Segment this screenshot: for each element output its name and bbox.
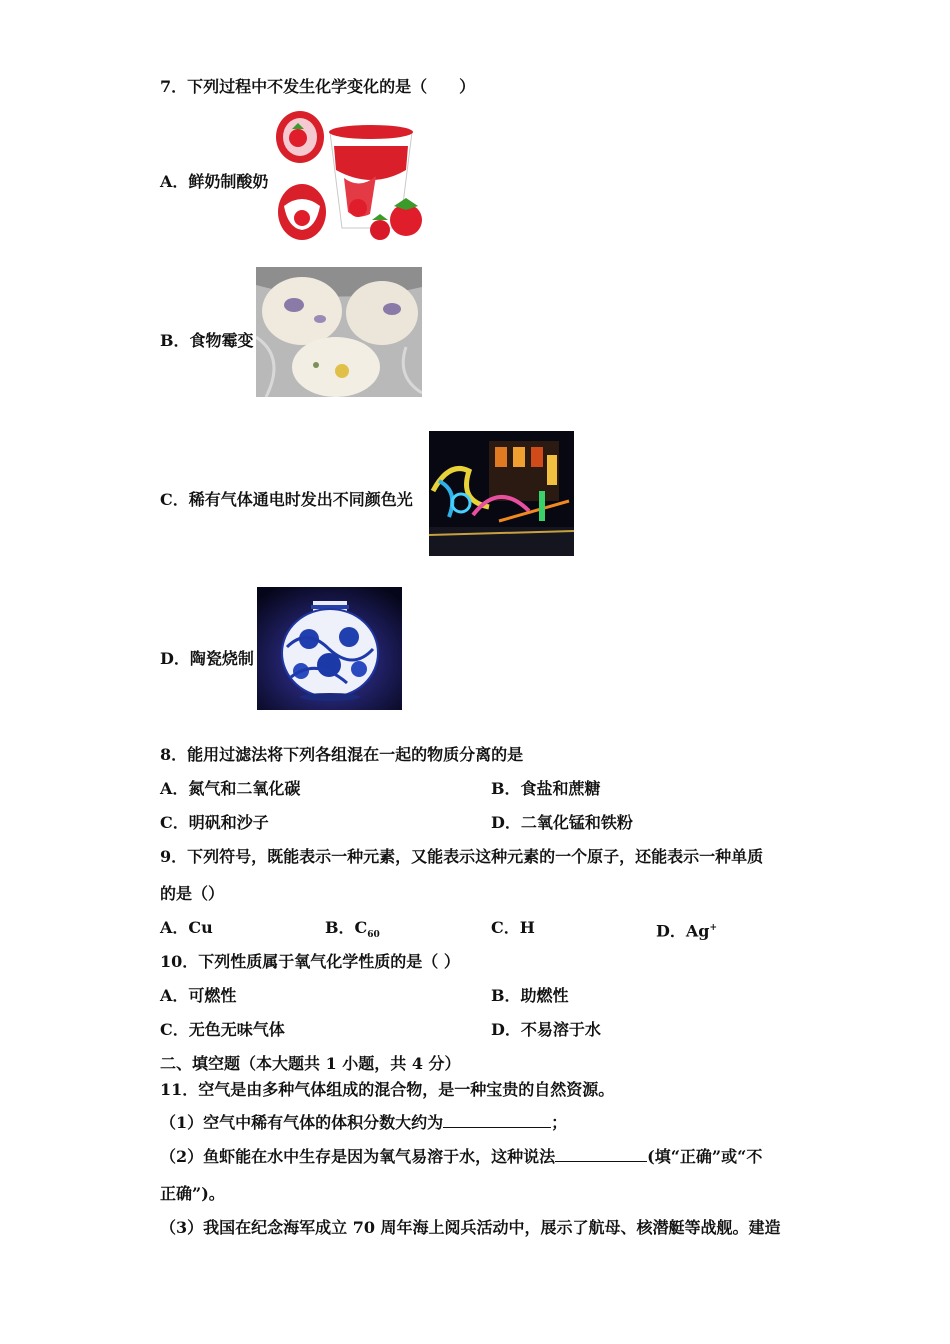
option-text: Cu — [188, 918, 213, 937]
q11-part-3: （3）我国在纪念海军成立 70 周年海上阅兵活动中，展示了航母、核潜艇等战舰。建造 — [160, 1218, 781, 1237]
question-9-stem-line2: 的是（） — [160, 884, 225, 903]
option-letter: C． — [160, 1020, 189, 1039]
option-letter: A． — [160, 172, 189, 191]
option-text: 氮气和二氧化碳 — [188, 779, 301, 798]
q9-option-a — [160, 918, 213, 938]
option-letter: C． — [160, 490, 189, 509]
q10-option-b — [491, 986, 569, 1006]
q8-option-d — [491, 813, 633, 833]
q10-option-c — [160, 1020, 285, 1040]
option-text: 陶瓷烧制 — [189, 649, 254, 668]
option-text: 不易溶于水 — [520, 1020, 601, 1039]
part-text-end: ； — [551, 1113, 568, 1132]
question-7-stem: 7．下列过程中不发生化学变化的是（ ） — [160, 77, 476, 96]
option-superscript: + — [709, 923, 718, 933]
q7-option-c — [160, 490, 413, 510]
q9-option-d — [656, 918, 717, 941]
part-text: （1）空气中稀有气体的体积分数大约为 — [160, 1113, 444, 1132]
q11-part-2-line2: 正确”)。 — [160, 1184, 225, 1203]
option-text: 食盐和蔗糖 — [520, 779, 601, 798]
option-text: Ag — [685, 921, 710, 941]
option-letter: A． — [160, 986, 189, 1005]
q10-option-a — [160, 986, 236, 1006]
option-text: 明矾和沙子 — [188, 813, 269, 832]
option-text: 无色无味气体 — [188, 1020, 285, 1039]
option-letter: A． — [160, 918, 189, 937]
question-11-stem: 11．空气是由多种气体组成的混合物，是一种宝贵的自然资源。 — [160, 1080, 615, 1099]
q8-option-b — [491, 779, 601, 799]
porcelain-jar-image — [257, 587, 402, 710]
option-letter: C． — [160, 813, 189, 832]
question-10-stem: 10．下列性质属于氧气化学性质的是（ ） — [160, 952, 460, 971]
option-text: 二氧化锰和铁粉 — [520, 813, 633, 832]
q11-part-2 — [160, 1147, 762, 1167]
option-letter: D． — [160, 649, 190, 668]
q8-option-c — [160, 813, 269, 833]
option-letter: B． — [491, 986, 521, 1005]
option-text: H — [519, 918, 535, 937]
question-9-stem-line1: 9．下列符号，既能表示一种元素，又能表示这种元素的一个原子，还能表示一种单质 — [160, 847, 764, 866]
option-letter: D． — [491, 813, 521, 832]
q7-option-b — [160, 331, 254, 351]
option-letter: D． — [656, 921, 686, 941]
option-text: 鲜奶制酸奶 — [188, 172, 269, 191]
option-text: 稀有气体通电时发出不同颜色光 — [188, 490, 413, 509]
part-text: （2）鱼虾能在水中生存是因为氧气易溶于水，这种说法 — [160, 1147, 556, 1166]
option-text: C — [354, 918, 368, 937]
option-subscript: 60 — [367, 930, 380, 941]
q11-part-1 — [160, 1113, 567, 1133]
option-letter: B． — [491, 779, 521, 798]
option-text: 助燃性 — [520, 986, 569, 1005]
option-letter: B． — [160, 331, 190, 350]
q9-option-b — [325, 918, 380, 945]
question-8-stem: 8．能用过滤法将下列各组混在一起的物质分离的是 — [160, 745, 524, 764]
neon-lights-image — [429, 431, 574, 556]
option-letter: C． — [491, 918, 520, 937]
answer-blank-2[interactable] — [555, 1147, 647, 1162]
part-text-end: (填“正确”或“不 — [647, 1147, 763, 1166]
answer-blank-1[interactable] — [443, 1113, 551, 1128]
q7-option-a — [160, 172, 268, 192]
option-text: 可燃性 — [188, 986, 237, 1005]
q8-option-a — [160, 779, 300, 799]
section-heading: 二、填空题（本大题共 1 小题，共 4 分） — [160, 1054, 461, 1073]
option-letter: B． — [325, 918, 355, 937]
strawberry-yogurt-image — [272, 110, 434, 245]
moldy-buns-image — [256, 267, 422, 397]
option-text: 食物霉变 — [189, 331, 254, 350]
q7-option-d — [160, 649, 254, 669]
q10-option-d — [491, 1020, 601, 1040]
option-letter: A． — [160, 779, 189, 798]
q9-option-c — [491, 918, 535, 938]
option-letter: D． — [491, 1020, 521, 1039]
